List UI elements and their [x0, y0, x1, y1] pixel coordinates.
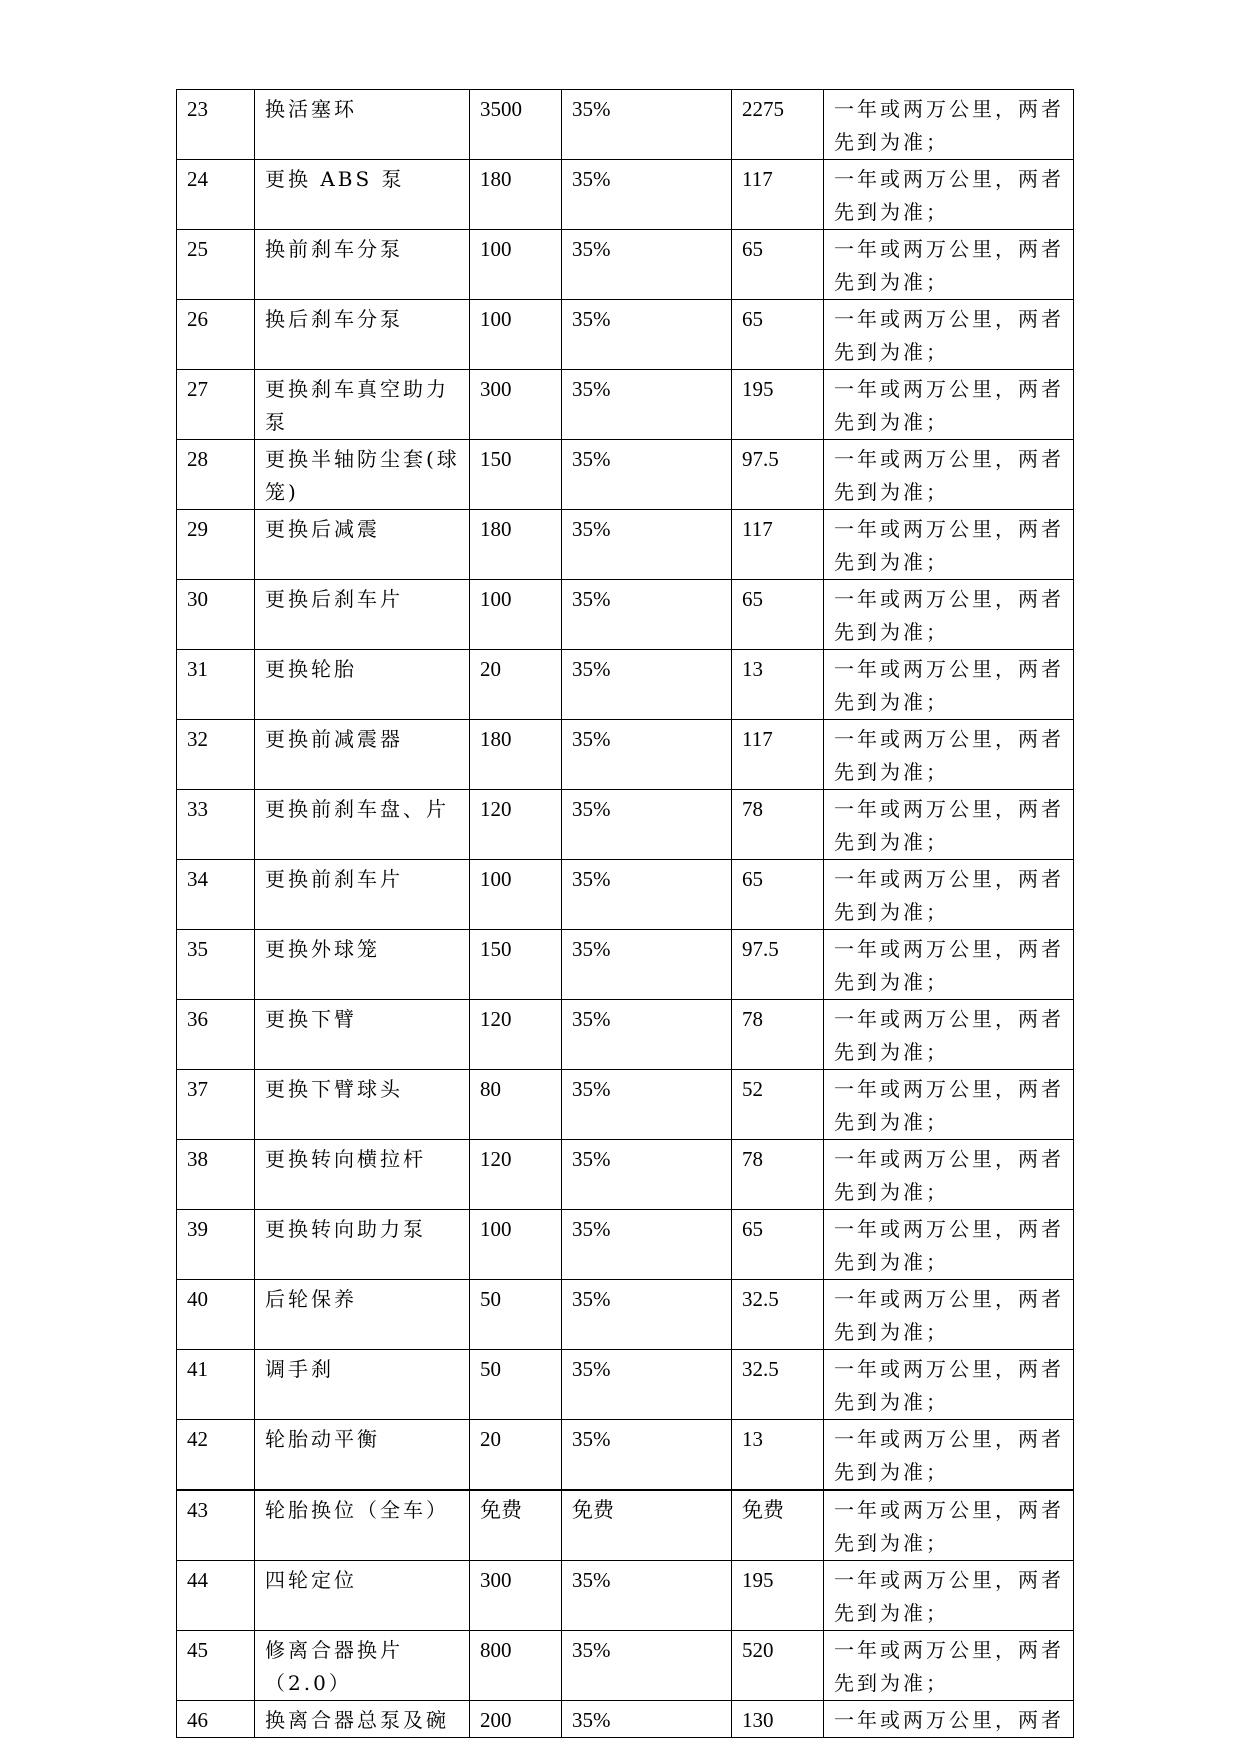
- warranty: 一年或两万公里，两者先到为准；: [824, 1280, 1074, 1350]
- repair-item: 更换转向横拉杆: [255, 1140, 470, 1210]
- rate: 35%: [562, 90, 732, 160]
- amount: 65: [732, 300, 824, 370]
- table-row: [177, 300, 1074, 370]
- price: 180: [470, 720, 562, 790]
- repair-item: 更换前刹车盘、片: [255, 790, 470, 860]
- warranty: 一年或两万公里，两者先到为准；: [824, 790, 1074, 860]
- warranty: 一年或两万公里，两者先到为准；: [824, 90, 1074, 160]
- row-number: 30: [177, 580, 255, 650]
- price: 300: [470, 1561, 562, 1631]
- table-row: [177, 440, 1074, 510]
- price: 180: [470, 160, 562, 230]
- amount: 117: [732, 720, 824, 790]
- amount: 32.5: [732, 1350, 824, 1420]
- row-number: 32: [177, 720, 255, 790]
- warranty: 一年或两万公里，两者先到为准；: [824, 580, 1074, 650]
- amount: 65: [732, 230, 824, 300]
- rate: 35%: [562, 1140, 732, 1210]
- rate: 35%: [562, 580, 732, 650]
- amount: 195: [732, 370, 824, 440]
- amount: 117: [732, 510, 824, 580]
- row-number: 42: [177, 1420, 255, 1491]
- row-number: 31: [177, 650, 255, 720]
- amount: 78: [732, 1000, 824, 1070]
- table-row: [177, 160, 1074, 230]
- repair-item: 更换 ABS 泵: [255, 160, 470, 230]
- table-row: [177, 720, 1074, 790]
- row-number: 44: [177, 1561, 255, 1631]
- amount: 65: [732, 1210, 824, 1280]
- amount: 52: [732, 1070, 824, 1140]
- rate: 35%: [562, 1000, 732, 1070]
- repair-item: 换后刹车分泵: [255, 300, 470, 370]
- amount: 195: [732, 1561, 824, 1631]
- table-row: [177, 1000, 1074, 1070]
- warranty: 一年或两万公里，两者先到为准；: [824, 230, 1074, 300]
- price: 80: [470, 1070, 562, 1140]
- repair-item: 更换后刹车片: [255, 580, 470, 650]
- repair-item: 更换前刹车片: [255, 860, 470, 930]
- rate: 35%: [562, 440, 732, 510]
- warranty: 一年或两万公里，两者先到为准；: [824, 440, 1074, 510]
- price: 150: [470, 440, 562, 510]
- row-number: 29: [177, 510, 255, 580]
- row-number: 45: [177, 1631, 255, 1701]
- table-row: [177, 790, 1074, 860]
- price: 免费: [470, 1490, 562, 1561]
- rate: 35%: [562, 1701, 732, 1738]
- warranty: 一年或两万公里，两者先到为准；: [824, 720, 1074, 790]
- table-row: [177, 860, 1074, 930]
- rate: 35%: [562, 230, 732, 300]
- table-row: [177, 1701, 1074, 1738]
- table-row: [177, 1420, 1074, 1491]
- price: 200: [470, 1701, 562, 1738]
- repair-item: 修离合器换片（2.0）: [255, 1631, 470, 1701]
- table-row: [177, 1280, 1074, 1350]
- repair-item: 后轮保养: [255, 1280, 470, 1350]
- repair-item: 更换下臂: [255, 1000, 470, 1070]
- price: 50: [470, 1280, 562, 1350]
- row-number: 24: [177, 160, 255, 230]
- row-number: 41: [177, 1350, 255, 1420]
- table-row: [177, 230, 1074, 300]
- warranty: 一年或两万公里，两者先到为准；: [824, 1631, 1074, 1701]
- repair-item: 换前刹车分泵: [255, 230, 470, 300]
- amount: 32.5: [732, 1280, 824, 1350]
- amount: 13: [732, 650, 824, 720]
- price: 100: [470, 230, 562, 300]
- price: 120: [470, 1000, 562, 1070]
- table-row: [177, 1140, 1074, 1210]
- amount: 65: [732, 580, 824, 650]
- warranty: 一年或两万公里，两者: [824, 1701, 1074, 1738]
- table-row: [177, 90, 1074, 160]
- price: 20: [470, 650, 562, 720]
- price: 100: [470, 300, 562, 370]
- amount: 130: [732, 1701, 824, 1738]
- warranty: 一年或两万公里，两者先到为准；: [824, 160, 1074, 230]
- repair-item: 四轮定位: [255, 1561, 470, 1631]
- repair-item: 更换半轴防尘套(球笼): [255, 440, 470, 510]
- amount: 2275: [732, 90, 824, 160]
- row-number: 25: [177, 230, 255, 300]
- price: 180: [470, 510, 562, 580]
- warranty: 一年或两万公里，两者先到为准；: [824, 370, 1074, 440]
- rate: 35%: [562, 370, 732, 440]
- price: 100: [470, 1210, 562, 1280]
- amount: 65: [732, 860, 824, 930]
- rate: 35%: [562, 160, 732, 230]
- warranty: 一年或两万公里，两者先到为准；: [824, 300, 1074, 370]
- rate: 35%: [562, 1280, 732, 1350]
- warranty: 一年或两万公里，两者先到为准；: [824, 1420, 1074, 1491]
- warranty: 一年或两万公里，两者先到为准；: [824, 1561, 1074, 1631]
- table-row: [177, 1210, 1074, 1280]
- table-row: [177, 1490, 1074, 1561]
- price: 120: [470, 1140, 562, 1210]
- warranty: 一年或两万公里，两者先到为准；: [824, 650, 1074, 720]
- repair-item: 换离合器总泵及碗: [255, 1701, 470, 1738]
- price: 300: [470, 370, 562, 440]
- warranty: 一年或两万公里，两者先到为准；: [824, 1210, 1074, 1280]
- warranty: 一年或两万公里，两者先到为准；: [824, 860, 1074, 930]
- warranty: 一年或两万公里，两者先到为准；: [824, 1000, 1074, 1070]
- rate: 35%: [562, 510, 732, 580]
- price: 800: [470, 1631, 562, 1701]
- row-number: 27: [177, 370, 255, 440]
- row-number: 36: [177, 1000, 255, 1070]
- row-number: 35: [177, 930, 255, 1000]
- rate: 35%: [562, 1631, 732, 1701]
- price: 50: [470, 1350, 562, 1420]
- rate: 35%: [562, 1350, 732, 1420]
- row-number: 40: [177, 1280, 255, 1350]
- price: 100: [470, 580, 562, 650]
- table-row: [177, 930, 1074, 1000]
- row-number: 34: [177, 860, 255, 930]
- repair-item: 更换后减震: [255, 510, 470, 580]
- repair-item: 调手刹: [255, 1350, 470, 1420]
- price: 100: [470, 860, 562, 930]
- warranty: 一年或两万公里，两者先到为准；: [824, 1140, 1074, 1210]
- table-row: [177, 370, 1074, 440]
- table-row: [177, 580, 1074, 650]
- repair-item: 更换外球笼: [255, 930, 470, 1000]
- amount: 97.5: [732, 440, 824, 510]
- rate: 35%: [562, 1420, 732, 1491]
- repair-rate-table: [176, 89, 1074, 1738]
- row-number: 37: [177, 1070, 255, 1140]
- amount: 78: [732, 1140, 824, 1210]
- price: 20: [470, 1420, 562, 1491]
- row-number: 39: [177, 1210, 255, 1280]
- amount: 13: [732, 1420, 824, 1491]
- row-number: 33: [177, 790, 255, 860]
- repair-item: 更换刹车真空助力泵: [255, 370, 470, 440]
- warranty: 一年或两万公里，两者先到为准；: [824, 510, 1074, 580]
- price: 120: [470, 790, 562, 860]
- rate: 35%: [562, 930, 732, 1000]
- repair-item: 换活塞环: [255, 90, 470, 160]
- amount: 免费: [732, 1490, 824, 1561]
- price: 150: [470, 930, 562, 1000]
- warranty: 一年或两万公里，两者先到为准；: [824, 930, 1074, 1000]
- row-number: 43: [177, 1490, 255, 1561]
- amount: 78: [732, 790, 824, 860]
- rate: 35%: [562, 1210, 732, 1280]
- warranty: 一年或两万公里，两者先到为准；: [824, 1350, 1074, 1420]
- rate: 35%: [562, 790, 732, 860]
- warranty: 一年或两万公里，两者先到为准；: [824, 1070, 1074, 1140]
- amount: 117: [732, 160, 824, 230]
- rate: 35%: [562, 720, 732, 790]
- rate: 35%: [562, 1070, 732, 1140]
- rate: 35%: [562, 1561, 732, 1631]
- table-row: [177, 1561, 1074, 1631]
- repair-item: 轮胎动平衡: [255, 1420, 470, 1491]
- table-row: [177, 650, 1074, 720]
- repair-item: 更换轮胎: [255, 650, 470, 720]
- table-row: [177, 1350, 1074, 1420]
- table-row: [177, 510, 1074, 580]
- row-number: 38: [177, 1140, 255, 1210]
- row-number: 46: [177, 1701, 255, 1738]
- row-number: 23: [177, 90, 255, 160]
- repair-item: 轮胎换位（全车）: [255, 1490, 470, 1561]
- repair-item: 更换前减震器: [255, 720, 470, 790]
- repair-item: 更换下臂球头: [255, 1070, 470, 1140]
- table-row: [177, 1631, 1074, 1701]
- row-number: 26: [177, 300, 255, 370]
- amount: 520: [732, 1631, 824, 1701]
- repair-item: 更换转向助力泵: [255, 1210, 470, 1280]
- rate: 35%: [562, 860, 732, 930]
- rate: 35%: [562, 300, 732, 370]
- price: 3500: [470, 90, 562, 160]
- table-row: [177, 1070, 1074, 1140]
- row-number: 28: [177, 440, 255, 510]
- warranty: 一年或两万公里，两者先到为准；: [824, 1490, 1074, 1561]
- amount: 97.5: [732, 930, 824, 1000]
- rate: 35%: [562, 650, 732, 720]
- rate: 免费: [562, 1490, 732, 1561]
